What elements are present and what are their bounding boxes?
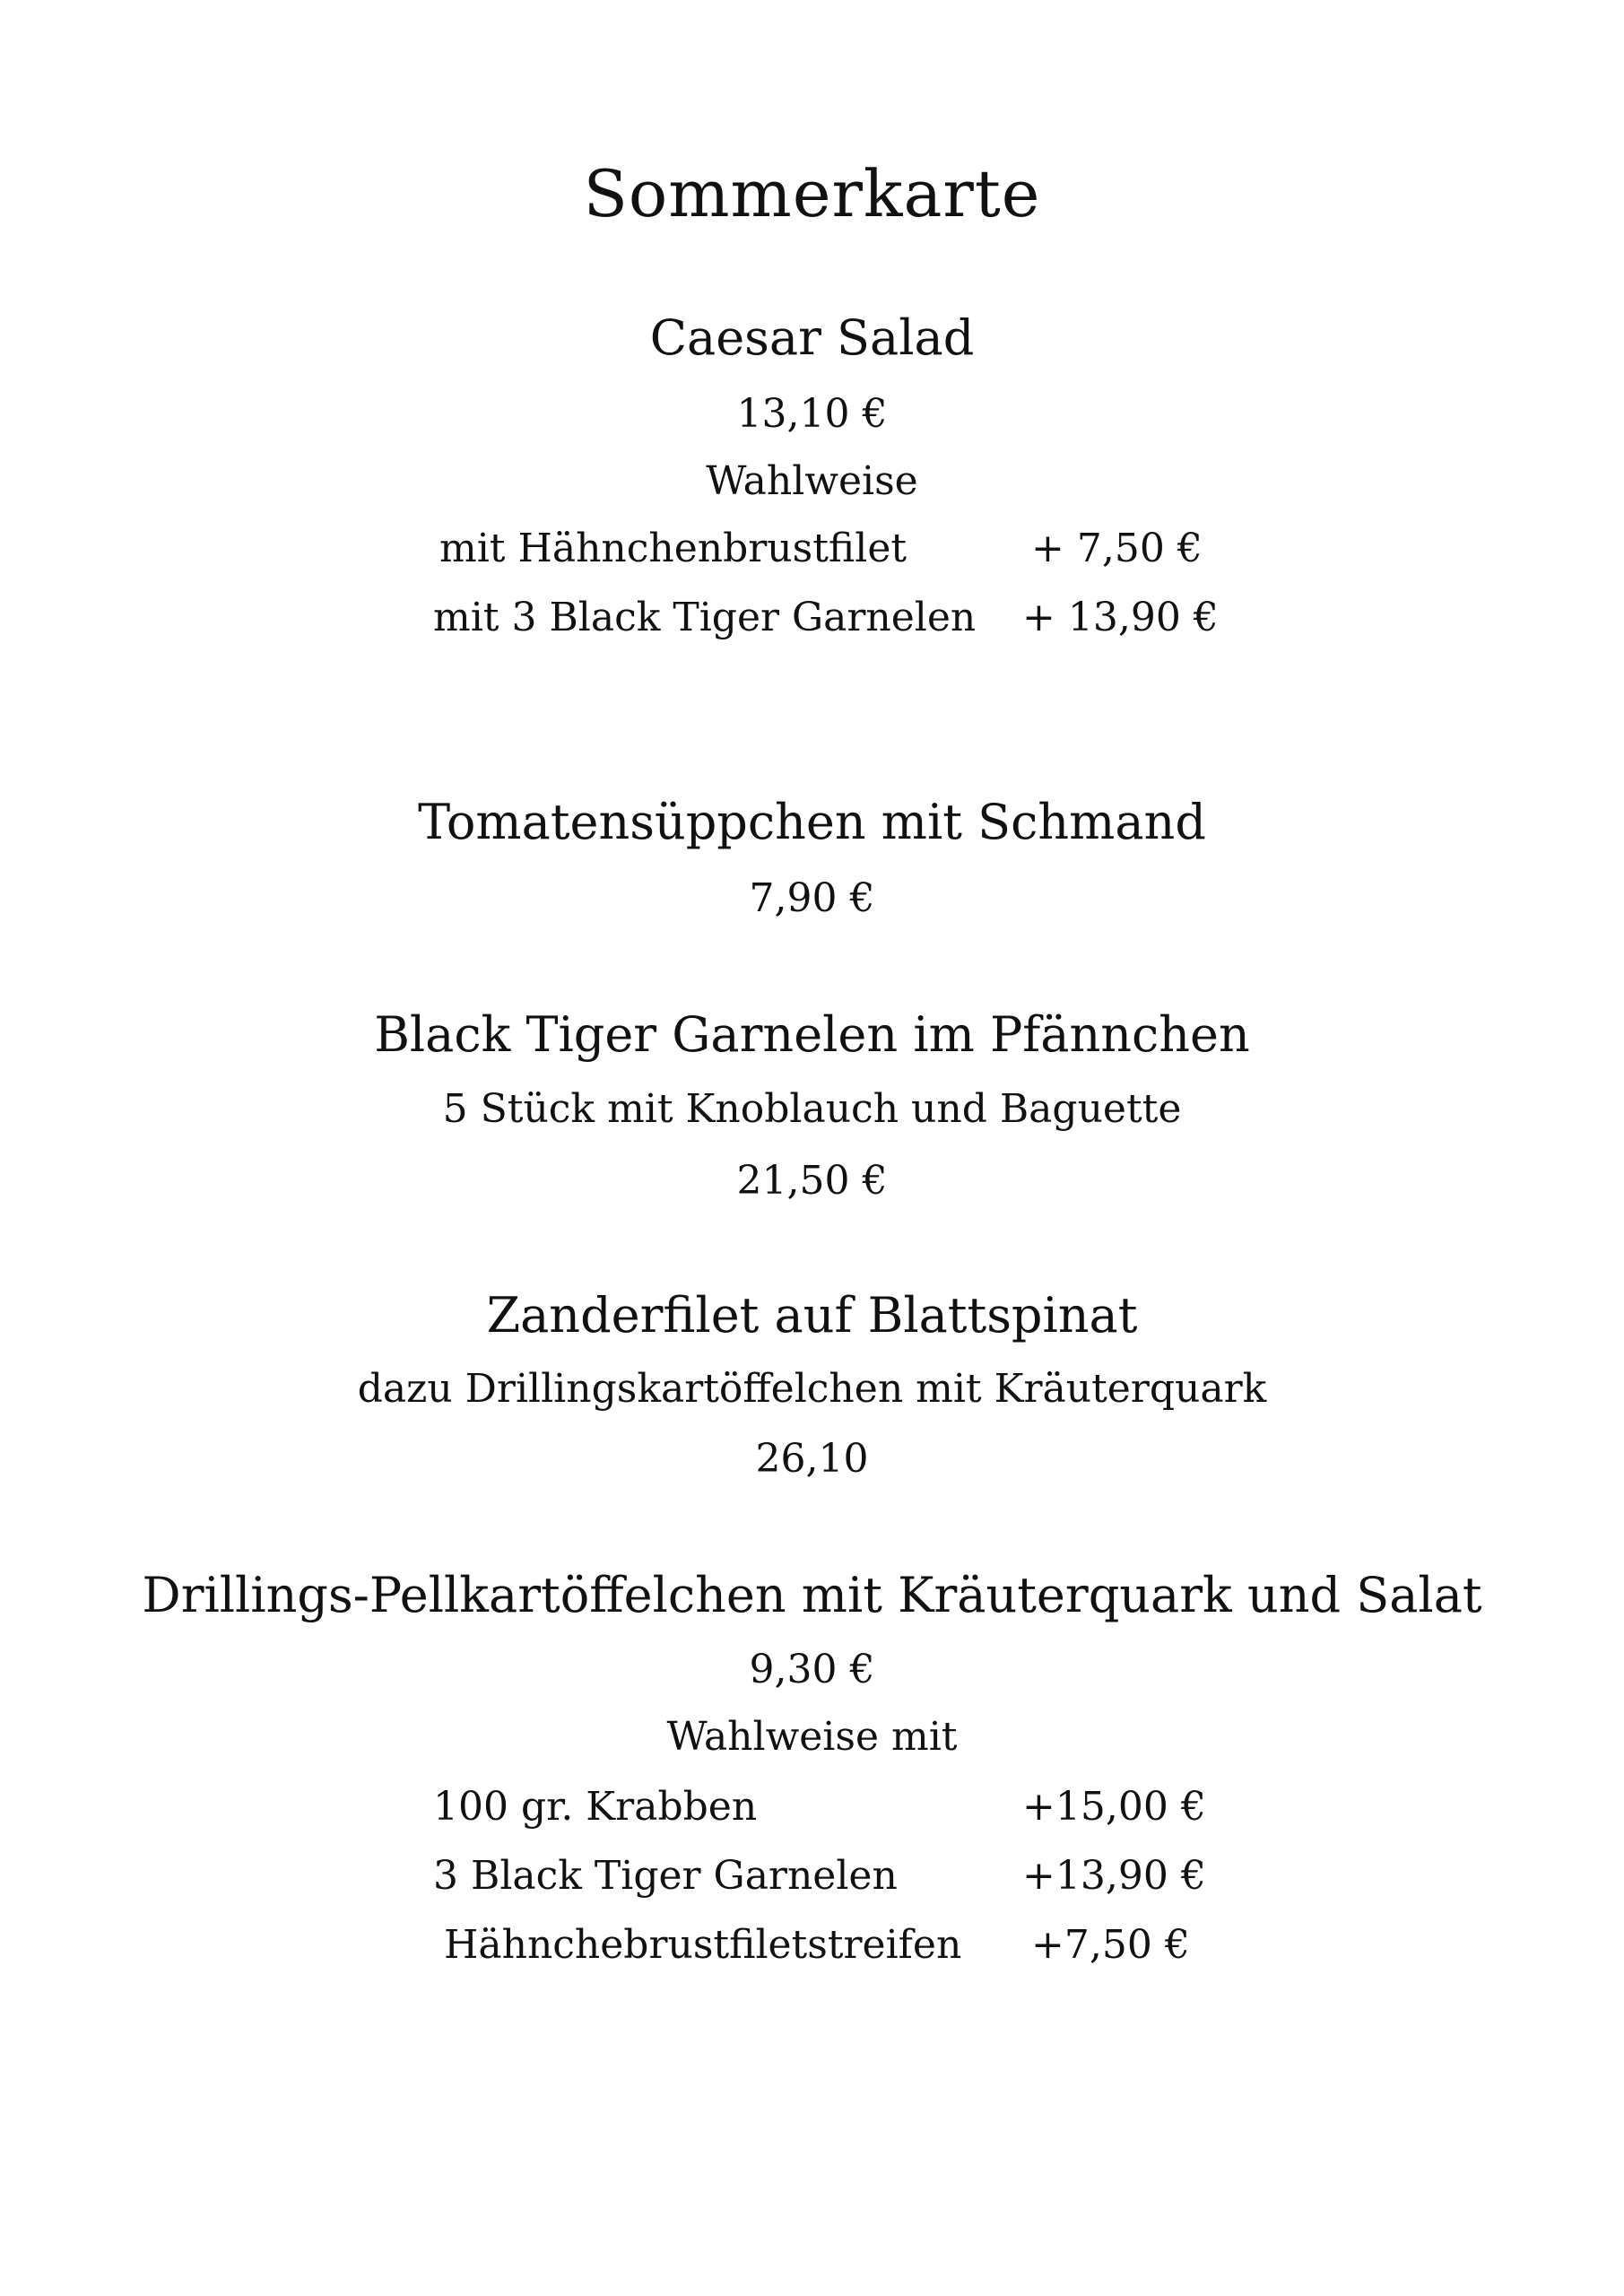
option-price: +15,00 € [1022, 1784, 1206, 1830]
option-price: + 13,90 € [1022, 595, 1219, 640]
choice-label-potatoes: Wahlweise mit [666, 1714, 958, 1760]
dish-price-soup: 7,90 € [749, 875, 875, 921]
page-title: Sommerkarte [583, 156, 1041, 231]
option-price: +13,90 € [1022, 1853, 1206, 1899]
option-price: +7,50 € [1031, 1922, 1190, 1968]
dish-name-caesar: Caesar Salad [649, 309, 975, 366]
option-label: 3 Black Tiger Garnelen [433, 1853, 898, 1899]
dish-price-zander: 26,10 [755, 1436, 869, 1482]
dish-price-shrimp: 21,50 € [736, 1158, 888, 1204]
option-label: mit Hähnchenbrustfilet [439, 526, 908, 571]
dish-name-zander: Zanderfilet auf Blattspinat [486, 1287, 1138, 1344]
option-price: + 7,50 € [1031, 526, 1203, 571]
dish-description-shrimp: 5 Stück mit Knoblauch und Baguette [442, 1086, 1182, 1132]
choice-label-caesar: Wahlweise [706, 458, 918, 504]
dish-name-shrimp: Black Tiger Garnelen im Pfännchen [374, 1006, 1250, 1063]
option-label: Hähnchebrustfiletstreifen [444, 1922, 962, 1968]
dish-name-potatoes: Drillings-Pellkartöffelchen mit Kräuterquark und Salat [142, 1567, 1482, 1623]
option-label: mit 3 Black Tiger Garnelen [433, 595, 977, 640]
dish-price-caesar: 13,10 € [736, 391, 888, 437]
dish-price-potatoes: 9,30 € [749, 1647, 875, 1692]
dish-name-soup: Tomatensüppchen mit Schmand [418, 794, 1206, 850]
dish-description-zander: dazu Drillingskartöffelchen mit Kräuterquark [357, 1366, 1267, 1412]
option-label: 100 gr. Krabben [433, 1784, 758, 1830]
